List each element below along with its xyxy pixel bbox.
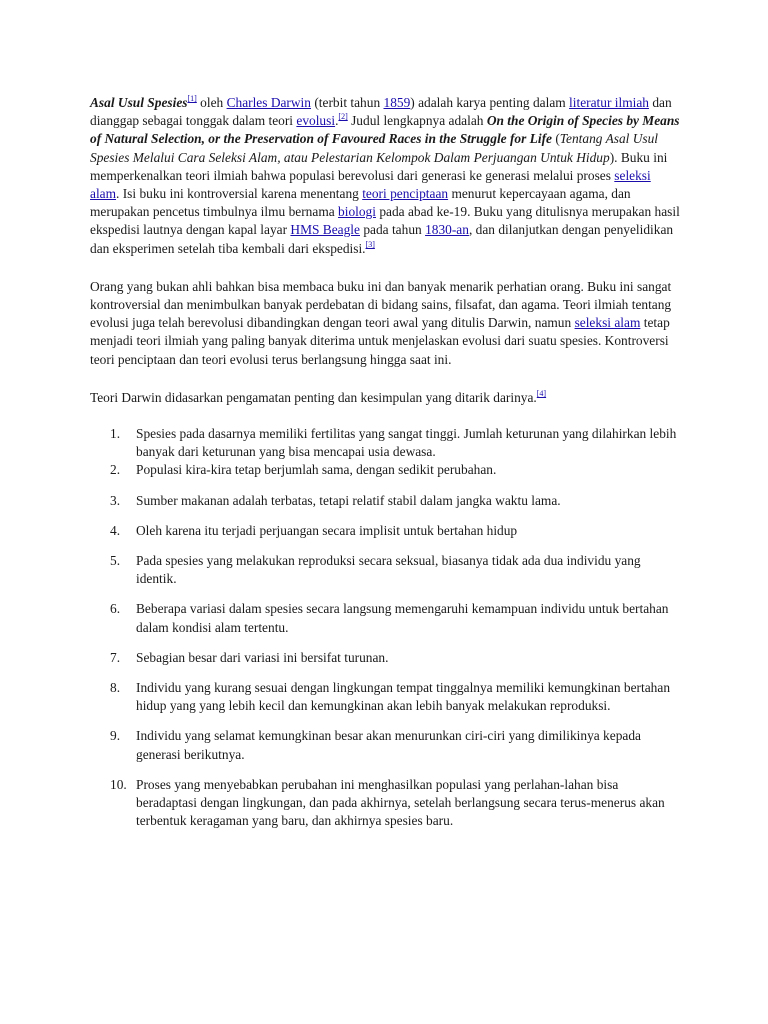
controversy-paragraph [90,278,680,369]
text-span: tetap menjadi teori ilmiah yang paling banyak diterima untuk menjelaskan evolusi dari suatu spesies. Kontroversi teori penciptaan dan teori evolusi terus berlangsung hingga saat ini. [90,315,670,367]
text-span: pada tahun [359,222,426,238]
list-item-number: 4. [110,522,121,538]
link-evolusi[interactable]: evolusi [296,113,336,129]
link-teori-penciptaan[interactable]: teori penciptaan [362,186,449,202]
list-item-text: Pada spesies yang melakukan reproduksi secara seksual, biasanya tidak ada dua individu yang identik. [136,553,641,587]
list-item-text: Beberapa variasi dalam spesies secara langsung memengaruhi kemampuan individu untuk bertahan dalam kondisi alam tertentu. [136,601,669,635]
citation-1-link[interactable]: [1] [187,94,197,103]
text-span: ). Buku ini memperkenalkan teori ilmiah bahwa populasi berevolusi dari generasi ke generasi melalui proses [90,149,668,183]
citation-4-link[interactable]: [4] [536,388,547,398]
list-item-text: Proses yang menyebabkan perubahan ini menghasilkan populasi yang perlahan-lahan bisa beradaptasi dengan lingkungan, dan pada akhirnya, setelah berlangsung secara terus-menerus akan terbentuk keragaman yang baru, dan akhirnya spesies baru. [136,776,665,829]
indonesian-title: Tentang Asal Usul Spesies Melalui Cara Seleksi Alam, atau Pelestarian Kelompok Dalam Perjuangan Untuk Hidup [90,131,659,165]
full-english-title: On the Origin of Species by Means of Natural Selection, or the Preservation of Favoured Races in the Struggle for Life [90,113,680,147]
list-item [90,600,680,636]
list-item-text: Sebagian besar dari variasi ini bersifat turunan. [136,649,389,665]
link-seleksi-alam-2[interactable]: seleksi alam [574,315,641,331]
text-span: dan dianggap sebagai tonggak dalam teori [90,95,672,129]
list-item-number: 10. [110,776,127,792]
text-span: ( [551,131,560,147]
text-span: ) adalah karya penting dalam [410,95,570,110]
intro-paragraph [90,94,680,258]
list-item-number: 6. [110,601,121,617]
list-item-text: Individu yang kurang sesuai dengan lingkungan tempat tinggalnya memiliki kemungkinan bertahan hidup yang yang lebih kecil dan kemungkinan akan lebih banyak melakukan reproduksi. [136,680,671,714]
text-span: Judul lengkapnya adalah [347,113,487,129]
list-item [90,727,680,763]
text-span: (terbit tahun [310,95,384,110]
link-charles-darwin[interactable]: Charles Darwin [226,95,311,110]
list-item [90,679,680,715]
list-item-text: Spesies pada dasarnya memiliki fertilitas yang sangat tinggi. Jumlah keturunan yang dilahirkan lebih banyak dari keturunan yang bisa mencapai usia dewasa. [136,426,677,460]
text-span: . Isi buku ini kontroversial karena menentang [116,186,363,202]
citation-2-link[interactable]: [2] [338,112,348,122]
link-hms-beagle[interactable]: HMS Beagle [290,222,360,238]
citation-2[interactable] [338,112,347,121]
link-1859[interactable]: 1859 [383,95,411,110]
citation-3-link[interactable]: [3] [365,239,375,249]
book-title: Asal Usul Spesies [90,95,188,110]
list-intro-paragraph [90,389,680,407]
link-1830-an[interactable]: 1830-an [425,222,469,238]
list-item [90,461,680,479]
link-seleksi-alam[interactable]: seleksi alam [90,167,651,202]
observations-list [90,425,680,830]
list-item-number: 8. [110,680,121,696]
list-item-number: 5. [110,553,121,569]
list-item-number: 9. [110,728,121,744]
list-item-text: Oleh karena itu terjadi perjuangan secara implisit untuk bertahan hidup [136,522,518,538]
list-item [90,522,680,540]
text-span: oleh [196,95,227,110]
citation-4[interactable] [537,389,546,398]
list-item-text: Individu yang selamat kemungkinan besar akan menurunkan ciri-ciri yang dimilikinya kepada generasi berikutnya. [136,728,641,762]
list-item [90,492,680,510]
list-item [90,649,680,667]
text-span: pada abad ke-19. Buku yang ditulisnya merupakan hasil ekspedisi lautnya dengan kapal layar [90,204,680,238]
text-span: Teori Darwin didasarkan pengamatan penting dan kesimpulan yang ditarik darinya. [90,389,537,405]
list-item-number: 2. [110,462,121,478]
text-span: menurut kepercayaan agama, dan merupakan pencetus timbulnya ilmu bernama [90,186,631,220]
text-span: Orang yang bukan ahli bahkan bisa membaca buku ini dan banyak menarik perhatian orang. Buku ini sangat kontroversial dan menimbulkan banyak perdebatan di bidang sains, filsafat, dan agama. Teori ilmiah tentang evolusi juga telah berevolusi dibandingkan dengan teori awal yang ditulis Darwin, namun [90,278,672,331]
text-span: . [335,113,339,129]
list-item [90,776,680,831]
list-item-text: Populasi kira-kira tetap berjumlah sama, dengan sedikit perubahan. [136,462,497,478]
list-item [90,552,680,588]
citation-3[interactable] [366,240,375,249]
text-span: , dan dilanjutkan dengan penyelidikan dan eksperimen setelah tiba kembali dari ekspedisi. [90,222,674,256]
citation-1[interactable] [187,94,196,103]
list-item-number: 3. [110,492,121,508]
list-item-number: 7. [110,649,121,665]
document-page [90,94,680,831]
link-literatur-ilmiah[interactable]: literatur ilmiah [569,95,649,110]
list-item [90,425,680,461]
list-item-text: Sumber makanan adalah terbatas, tetapi relatif stabil dalam jangka waktu lama. [136,492,561,508]
link-biologi[interactable]: biologi [338,204,376,220]
list-item-number: 1. [110,426,121,442]
